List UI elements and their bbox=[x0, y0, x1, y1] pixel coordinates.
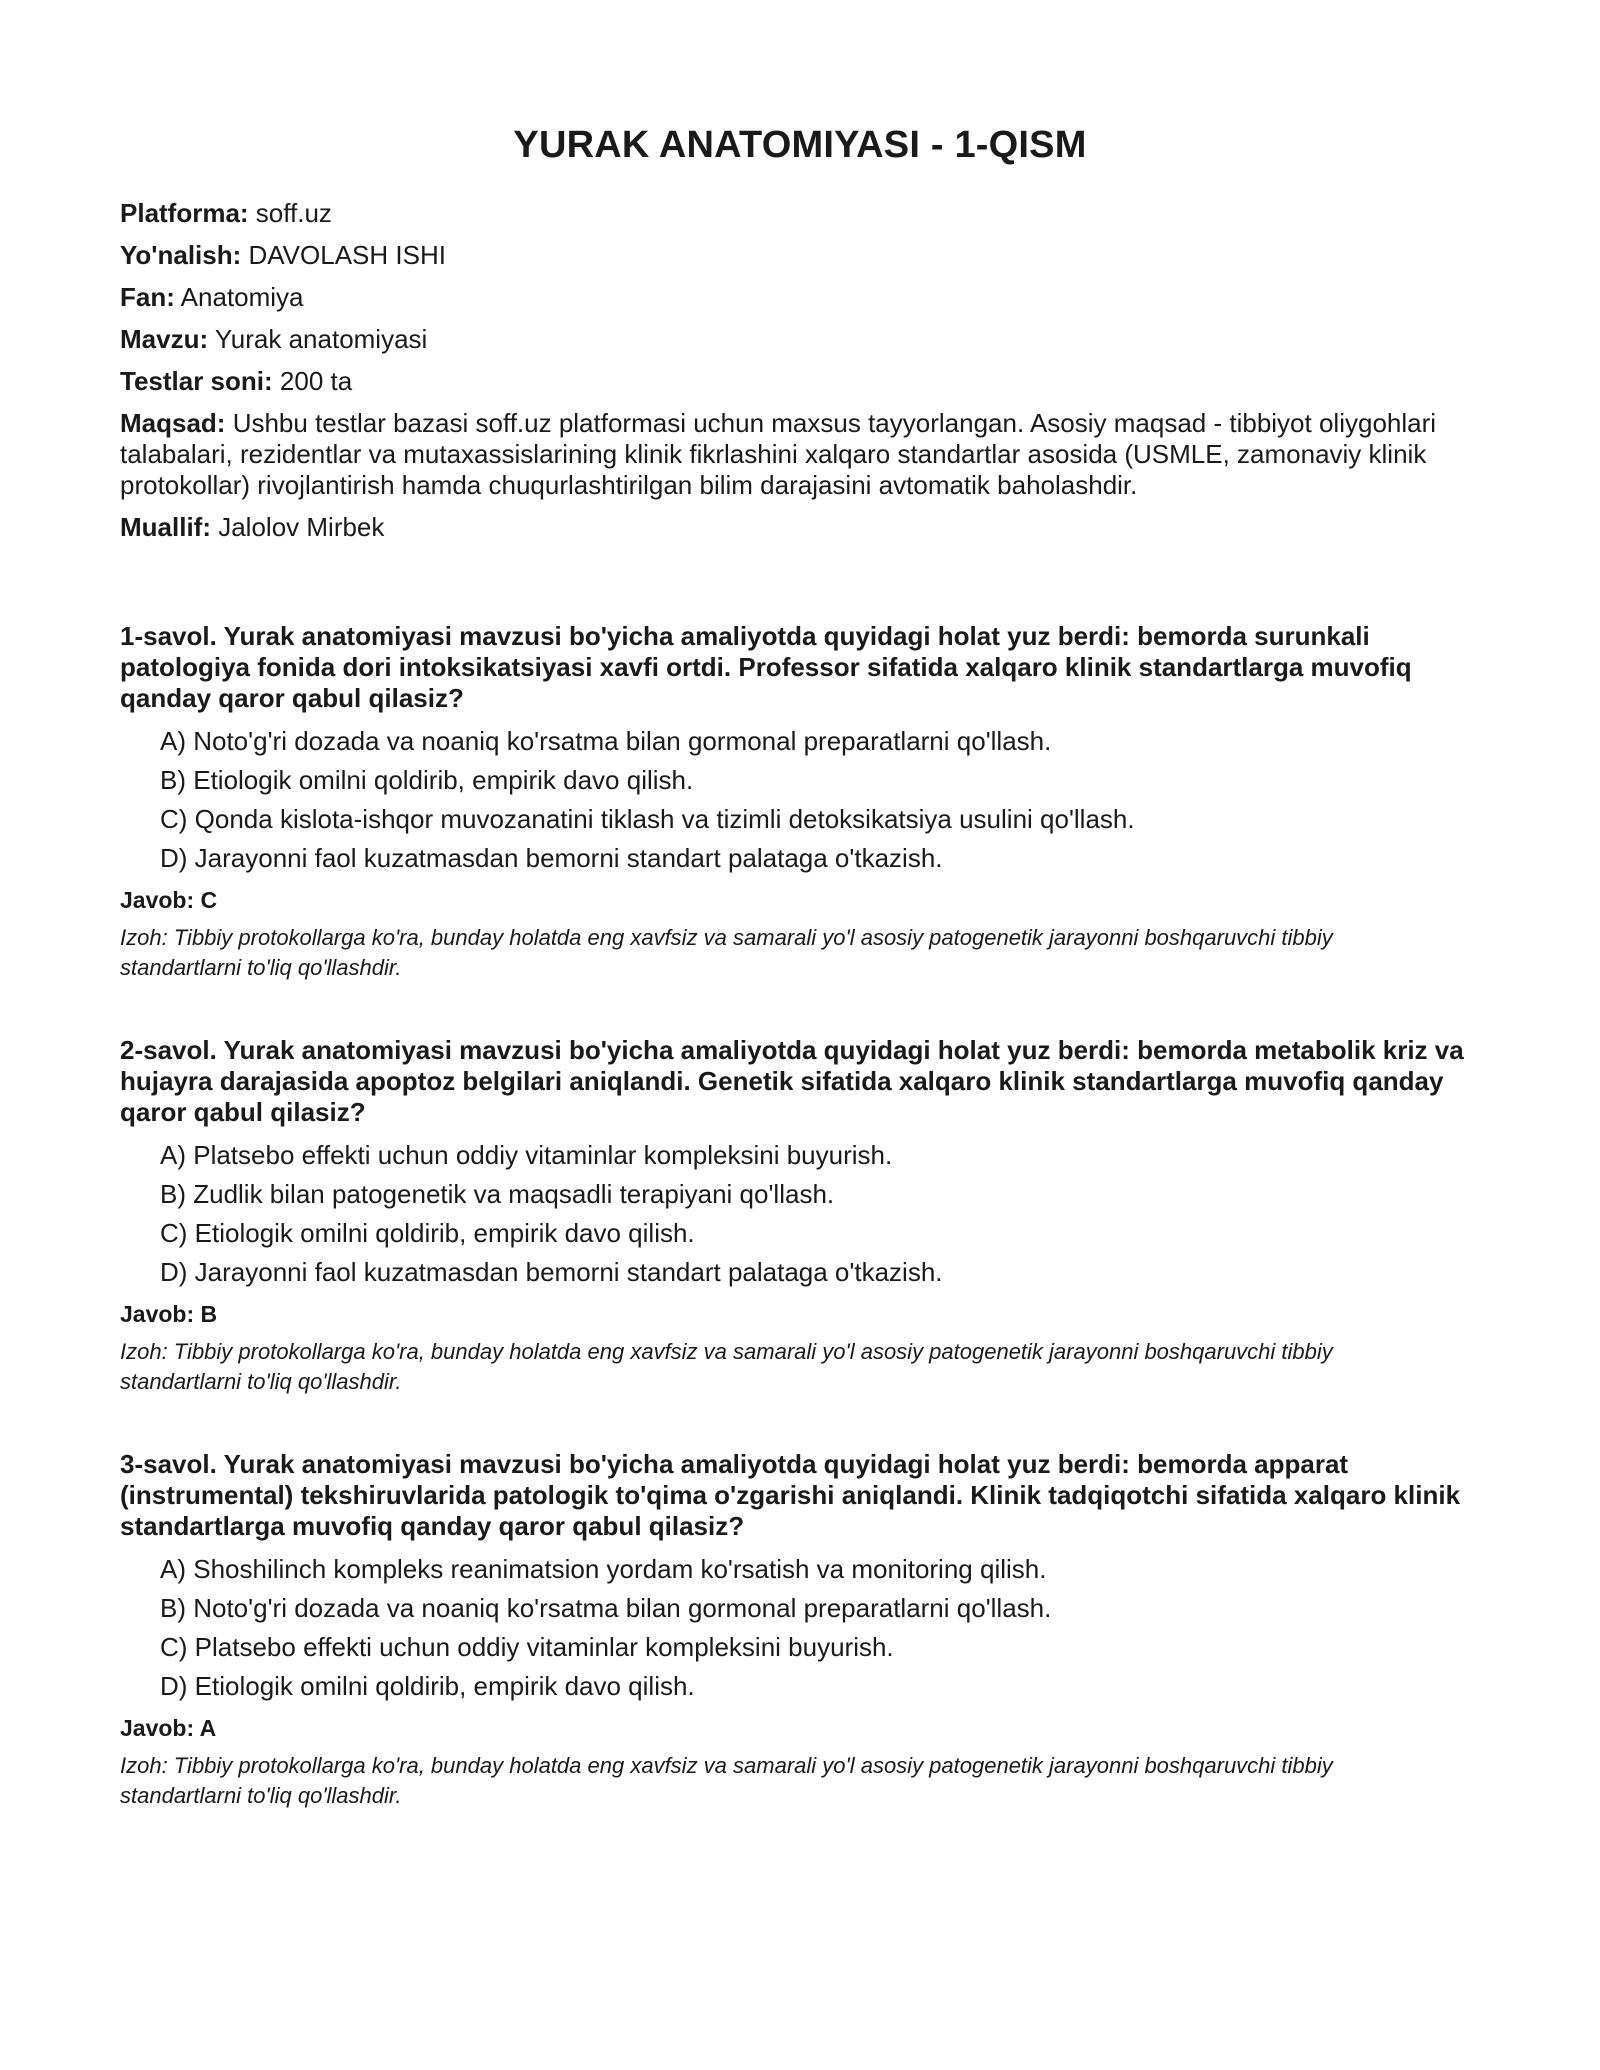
answer-option: C) Etiologik omilni qoldirib, empirik davo qilish. bbox=[160, 1218, 695, 1248]
answer-option: D) Etiologik omilni qoldirib, empirik davo qilish. bbox=[160, 1671, 695, 1701]
answer-option: A) Platsebo effekti uchun oddiy vitaminlar kompleksini buyurish. bbox=[160, 1140, 893, 1170]
metadata-section bbox=[120, 198, 1500, 543]
meta-label: Fan: bbox=[120, 282, 175, 312]
answer-option: D) Jarayonni faol kuzatmasdan bemorni standart palataga o'tkazish. bbox=[160, 1257, 943, 1287]
meta-label: Maqsad: bbox=[120, 408, 226, 438]
explanation-note: Izoh: Tibbiy protokollarga ko'ra, bunday holatda eng xavfsiz va samarali yo'l asosiy patogenetik jarayonni boshqaruvchi tibbiy standartlarni to'liq qo'llashdir. bbox=[120, 1753, 1333, 1808]
meta-value: Anatomiya bbox=[174, 282, 304, 312]
meta-label: Muallif: bbox=[120, 512, 211, 542]
meta-purpose bbox=[120, 408, 1480, 501]
meta-direction bbox=[120, 240, 1500, 271]
meta-label: Platforma: bbox=[120, 198, 249, 228]
meta-author bbox=[120, 512, 1500, 543]
answer-option: B) Noto'g'ri dozada va noaniq ko'rsatma bilan gormonal preparatlarni qo'llash. bbox=[160, 1593, 1052, 1623]
meta-value: DAVOLASH ISHI bbox=[241, 240, 446, 270]
answer-option: C) Qonda kislota-ishqor muvozanatini tiklash va tizimli detoksikatsiya usulini qo'llash. bbox=[160, 804, 1135, 834]
meta-topic bbox=[120, 324, 1500, 355]
page-title: YURAK ANATOMIYASI - 1-QISM bbox=[513, 124, 1087, 166]
meta-value: Jalolov Mirbek bbox=[211, 512, 385, 542]
meta-value: 200 ta bbox=[272, 366, 353, 396]
answer-option: D) Jarayonni faol kuzatmasdan bemorni standart palataga o'tkazish. bbox=[160, 843, 943, 873]
question-block bbox=[120, 1449, 1500, 1811]
question-text: 3-savol. Yurak anatomiyasi mavzusi bo'yicha amaliyotda quyidagi holat yuz berdi: bemorda apparat (instrumental) tekshiruvlarida patologik to'qima o'zgarishi aniqlandi. Klinik tadqiqotchi sifatida xalqaro klinik standartlarga muvofiq qanday qaror qabul qilasiz? bbox=[120, 1449, 1461, 1541]
meta-value: Yurak anatomiyasi bbox=[208, 324, 428, 354]
question-block bbox=[120, 1035, 1500, 1397]
question-block bbox=[120, 621, 1500, 983]
meta-test-count bbox=[120, 366, 1500, 397]
question-text: 1-savol. Yurak anatomiyasi mavzusi bo'yicha amaliyotda quyidagi holat yuz berdi: bemorda surunkali patologiya fonida dori intoksikatsiyasi xavfi ortdi. Professor sifatida xalqaro klinik standartlarga muvofiq qanday qaror qabul qilasiz? bbox=[120, 621, 1412, 713]
meta-subject bbox=[120, 282, 1500, 313]
answer-option: B) Etiologik omilni qoldirib, empirik davo qilish. bbox=[160, 765, 694, 795]
question-text: 2-savol. Yurak anatomiyasi mavzusi bo'yicha amaliyotda quyidagi holat yuz berdi: bemorda metabolik kriz va hujayra darajasida apoptoz belgilari aniqlandi. Genetik sifatida xalqaro klinik standartlarga muvofiq qanday qaror qabul qilasiz? bbox=[120, 1035, 1464, 1127]
meta-value: Ushbu testlar bazasi soff.uz platformasi uchun maxsus tayyorlangan. Asosiy maqsad - tibbiyot oliygohlari talabalari, rezidentlar va mutaxassislarining klinik fikrlashini xalqaro standartlar asosida (USMLE, zamonaviy klinik protokollar) rivojlantirish hamda chuqurlashtirilgan bilim darajasini avtomatik baholashdir. bbox=[120, 408, 1437, 500]
answer-option: C) Platsebo effekti uchun oddiy vitaminlar kompleksini buyurish. bbox=[160, 1632, 894, 1662]
correct-answer: Javob: A bbox=[120, 1715, 217, 1741]
document-page bbox=[120, 0, 1500, 1863]
correct-answer: Javob: B bbox=[120, 1301, 218, 1327]
explanation-note: Izoh: Tibbiy protokollarga ko'ra, bunday holatda eng xavfsiz va samarali yo'l asosiy patogenetik jarayonni boshqaruvchi tibbiy standartlarni to'liq qo'llashdir. bbox=[120, 1339, 1333, 1394]
questions-section bbox=[120, 621, 1500, 1811]
meta-value: soff.uz bbox=[248, 198, 332, 228]
answer-option: B) Zudlik bilan patogenetik va maqsadli terapiyani qo'llash. bbox=[160, 1179, 835, 1209]
correct-answer: Javob: C bbox=[120, 887, 218, 913]
meta-platform bbox=[120, 198, 1500, 229]
explanation-note: Izoh: Tibbiy protokollarga ko'ra, bunday holatda eng xavfsiz va samarali yo'l asosiy patogenetik jarayonni boshqaruvchi tibbiy standartlarni to'liq qo'llashdir. bbox=[120, 925, 1333, 980]
answer-option: A) Noto'g'ri dozada va noaniq ko'rsatma bilan gormonal preparatlarni qo'llash. bbox=[160, 726, 1052, 756]
answer-option: A) Shoshilinch kompleks reanimatsion yordam ko'rsatish va monitoring qilish. bbox=[160, 1554, 1047, 1584]
meta-label: Mavzu: bbox=[120, 324, 209, 354]
meta-label: Testlar soni: bbox=[120, 366, 273, 396]
meta-label: Yo'nalish: bbox=[120, 240, 242, 270]
